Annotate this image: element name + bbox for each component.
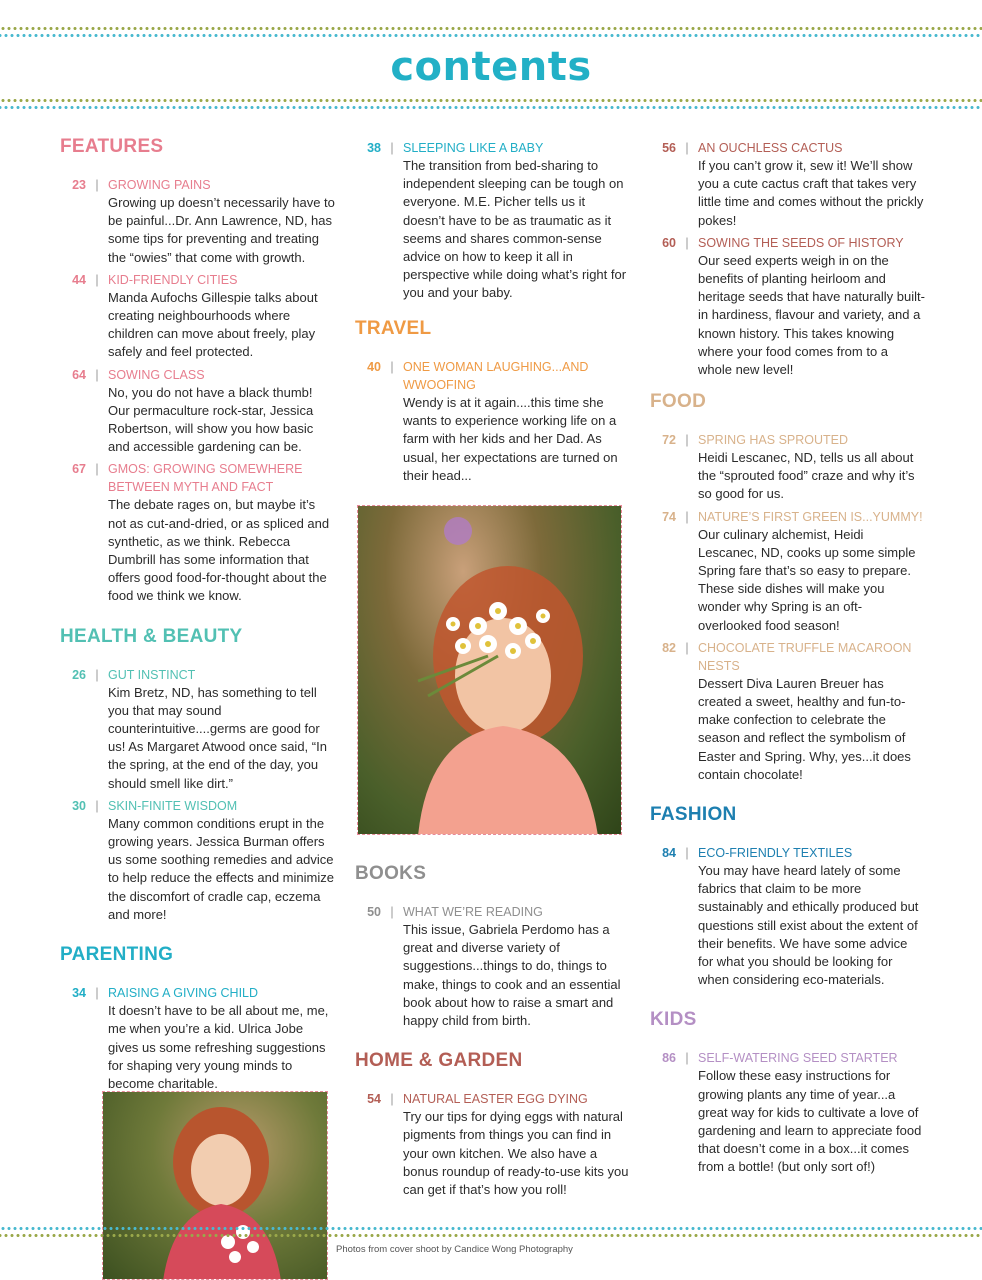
page-number: 60 — [662, 235, 676, 250]
entry-header — [60, 366, 335, 384]
separator-bar: | — [95, 798, 99, 813]
toc-entry[interactable] — [60, 366, 335, 457]
article-description: Manda Aufochs Gillespie talks about creating neighbourhoods where children can move about freely, play safely and feel protected. — [108, 289, 318, 360]
entry-header — [650, 139, 925, 157]
article-title[interactable]: GUT INSTINCT — [108, 667, 196, 682]
separator-bar: | — [685, 640, 689, 655]
entry-header — [60, 271, 335, 289]
article-description: Wendy is at it again....this time she wants to experience working life on a farm with her kids and her Dad. As usual, her expectations are turned on their head... — [403, 395, 618, 483]
article-title[interactable]: SLEEPING LIKE A BABY — [403, 141, 544, 155]
section-heading: HEALTH & BEAUTY — [60, 625, 243, 647]
page-number: 44 — [72, 272, 86, 287]
toc-entry[interactable] — [60, 176, 335, 267]
toc-entry[interactable] — [60, 271, 335, 362]
page-number: 86 — [662, 1051, 676, 1066]
toc-entry[interactable] — [650, 508, 925, 635]
page-number: 40 — [367, 360, 381, 374]
entry-header — [355, 1090, 630, 1108]
title-dot-border — [0, 98, 982, 110]
separator-bar: | — [95, 367, 99, 382]
article-description: The debate rages on, but maybe it’s not as cut-and-dried, or as spliced and synthetic, as we think. Rebecca Dumbrill has some information that offers good food-for-thought about the food we think we know. — [108, 497, 330, 604]
article-title[interactable]: WHAT WE’RE READING — [403, 905, 543, 919]
separator-bar: | — [95, 178, 99, 192]
article-title[interactable]: CHOCOLATE TRUFFLE MACAROON NESTS — [698, 640, 912, 673]
separator-bar: | — [685, 846, 689, 861]
section-heading: BOOKS — [355, 863, 427, 884]
entry-header — [650, 1049, 925, 1067]
page-number: 64 — [72, 367, 86, 382]
article-title[interactable]: SELF-WATERING SEED STARTER — [698, 1051, 898, 1066]
page-number: 82 — [662, 640, 676, 655]
photo-credit: Photos from cover shoot by Candice Wong Photography — [336, 1244, 573, 1255]
separator-bar: | — [390, 141, 394, 155]
article-description: Dessert Diva Lauren Breuer has created a sweet, healthy and fun-to-make confection to celebrate the season and reflect the symbolism of Easter and Spring. Why, yes...it does contain chocolate! — [698, 675, 911, 782]
page-number: 72 — [662, 433, 676, 447]
page-number: 26 — [72, 667, 86, 682]
separator-bar: | — [95, 986, 99, 1001]
section-heading: KIDS — [650, 1009, 697, 1031]
section-heading: FASHION — [650, 804, 737, 826]
entry-header — [60, 666, 335, 684]
separator-bar: | — [685, 235, 689, 250]
page-number: 74 — [662, 509, 676, 524]
article-description: Kim Bretz, ND, has something to tell you that may sound counterintuitive....germs are good for us! As Margaret Atwood once said, “In the spring, at the end of the day, you should smell like dirt.” — [108, 684, 327, 791]
toc-entry[interactable] — [650, 431, 925, 504]
column-1 — [60, 134, 335, 1111]
article-title[interactable]: SOWING CLASS — [108, 367, 205, 382]
separator-bar: | — [390, 360, 394, 374]
column-3-sections — [650, 389, 925, 1195]
toc-entry[interactable] — [355, 903, 630, 1030]
entry-header — [650, 234, 925, 252]
girl-bouquet-illustration — [103, 1092, 328, 1280]
photo-girl-with-daisies — [357, 505, 622, 835]
page-number: 56 — [662, 141, 676, 155]
article-description: Many common conditions erupt in the growing years. Jessica Burman offers us some soothing remedies and advice to help reduce the effects and minimize the discomfort of cradle cap, eczema and more! — [108, 815, 334, 922]
article-description: It doesn’t have to be all about me, me, me when you’re a kid. Ulrica Jobe gives us some refreshing suggestions for shaping very young minds to become charitable. — [108, 1003, 329, 1091]
toc-entry[interactable] — [355, 358, 630, 485]
page-number: 50 — [367, 905, 381, 919]
separator-bar: | — [390, 1092, 394, 1107]
toc-entry[interactable] — [355, 1090, 630, 1199]
article-title[interactable]: SOWING THE SEEDS OF HISTORY — [698, 235, 904, 250]
entry-header — [650, 639, 925, 675]
separator-bar: | — [685, 1051, 689, 1066]
page-title: contents — [390, 44, 592, 90]
page-number: 84 — [662, 846, 676, 861]
entry-header — [60, 176, 335, 194]
top-dot-border — [0, 26, 982, 38]
girl-flowers-illustration — [358, 506, 622, 835]
column-3-top — [650, 139, 925, 383]
article-description: You may have heard lately of some fabrics that claim to be more sustainably and ethically produced but questions still exist about the extent of their benefits. We have some advice for what you should be looking for when considering eco-materials. — [698, 863, 919, 988]
section-heading: PARENTING — [60, 944, 174, 966]
article-title[interactable]: GMOS: GROWING SOMEWHERE BETWEEN MYTH AND FACT — [108, 462, 303, 495]
article-description: If you can’t grow it, sew it! We’ll show you a cute cactus craft that takes very little time and comes without the prickly pokes! — [698, 158, 924, 228]
article-description: Our culinary alchemist, Heidi Lescanec, ND, cooks up some simple Spring fare that’s so easy to prepare. These side dishes will make you wonder why Spring is an oft-overlooked food season! — [698, 526, 916, 633]
separator-bar: | — [390, 905, 394, 919]
separator-bar: | — [95, 462, 99, 477]
page-number: 54 — [367, 1092, 381, 1107]
article-title[interactable]: AN OUCHLESS CACTUS — [698, 141, 843, 155]
article-title[interactable]: SKIN-FINITE WISDOM — [108, 798, 238, 813]
toc-entry[interactable] — [650, 844, 925, 989]
toc-entry[interactable] — [60, 984, 335, 1093]
article-title[interactable]: ONE WOMAN LAUGHING...AND WWOOFING — [403, 360, 589, 392]
column-2-top — [355, 139, 630, 307]
article-description: Growing up doesn’t necessarily have to be painful...Dr. Ann Lawrence, ND, has some tips for preventing and treating the “owies” that come with growth. — [108, 195, 335, 265]
article-title[interactable]: SPRING HAS SPROUTED — [698, 433, 849, 447]
article-title[interactable]: RAISING A GIVING CHILD — [108, 986, 259, 1001]
toc-entry[interactable] — [60, 797, 335, 924]
article-title[interactable]: ECO-FRIENDLY TEXTILES — [698, 846, 853, 861]
entry-header — [650, 431, 925, 449]
entry-header — [355, 358, 630, 394]
section-heading: HOME & GARDEN — [355, 1050, 523, 1072]
separator-bar: | — [685, 141, 689, 155]
article-title[interactable]: NATURAL EASTER EGG DYING — [403, 1092, 588, 1107]
article-title[interactable]: NATURE’S FIRST GREEN IS...YUMMY! — [698, 509, 923, 524]
toc-entry[interactable] — [355, 139, 630, 303]
page-number: 34 — [72, 986, 86, 1001]
article-description: This issue, Gabriela Perdomo has a great and diverse variety of suggestions...things to do, things to make, things to cook and an essential book about how to raise a smart and happy child from birth. — [403, 922, 621, 1029]
photo-girl-with-bouquet — [102, 1091, 328, 1280]
article-description: The transition from bed-sharing to independent sleeping can be tough on everyone. M.E. Picher tells us it doesn’t have to be as traumatic as it seems and shares common-sense advice on how to keep it all in perspective while doing what’s right for you and your baby. — [403, 158, 627, 301]
entry-header — [650, 844, 925, 862]
article-description: Try our tips for dying eggs with natural pigments from things you can find in your own kitchen. We also have a bonus roundup of ready-to-use kits you can get if that’s how you roll! — [403, 1109, 629, 1198]
article-description: No, you do not have a black thumb! Our permaculture rock-star, Jessica Robertson, will show you how basic and accessible gardening can be. — [108, 384, 314, 455]
separator-bar: | — [685, 433, 689, 447]
section-heading: TRAVEL — [355, 318, 432, 339]
toc-entry[interactable] — [650, 234, 925, 379]
page-number: 30 — [72, 798, 86, 813]
separator-bar: | — [95, 667, 99, 682]
entry-header — [60, 984, 335, 1002]
bottom-dot-border — [0, 1226, 982, 1238]
page-number: 23 — [72, 178, 86, 192]
column-2-travel — [355, 316, 630, 503]
column-2-bottom — [355, 861, 630, 1217]
page-number: 67 — [72, 462, 86, 477]
article-title[interactable]: GROWING PAINS — [108, 178, 211, 192]
toc-entry[interactable] — [60, 460, 335, 605]
toc-entry[interactable] — [60, 666, 335, 793]
entry-header — [650, 508, 925, 526]
section-heading: FOOD — [650, 391, 707, 412]
toc-entry[interactable] — [650, 1049, 925, 1176]
page-number: 38 — [367, 141, 381, 155]
article-title[interactable]: KID-FRIENDLY CITIES — [108, 272, 238, 287]
entry-header — [355, 903, 630, 921]
section-heading: FEATURES — [60, 136, 164, 157]
article-description: Our seed experts weigh in on the benefits of planting heirloom and heritage seeds that have naturally built-in hardiness, flavour and variety, and a known history. This takes knowing where your food comes from to a whole new level! — [698, 252, 925, 378]
entry-header — [60, 460, 335, 496]
separator-bar: | — [95, 272, 99, 287]
toc-entry[interactable] — [650, 639, 925, 784]
entry-header — [60, 797, 335, 815]
separator-bar: | — [685, 509, 689, 524]
toc-entry[interactable] — [650, 139, 925, 230]
article-description: Follow these easy instructions for growing plants any time of year...a great way for kids to cultivate a love of gardening and learn to appreciate food that doesn’t come in a box...it comes from a bottle! (but only sort of!) — [698, 1068, 922, 1175]
entry-header — [355, 139, 630, 157]
article-description: Heidi Lescanec, ND, tells us all about the “sprouted food” craze and why it’s so good for us. — [698, 450, 915, 502]
